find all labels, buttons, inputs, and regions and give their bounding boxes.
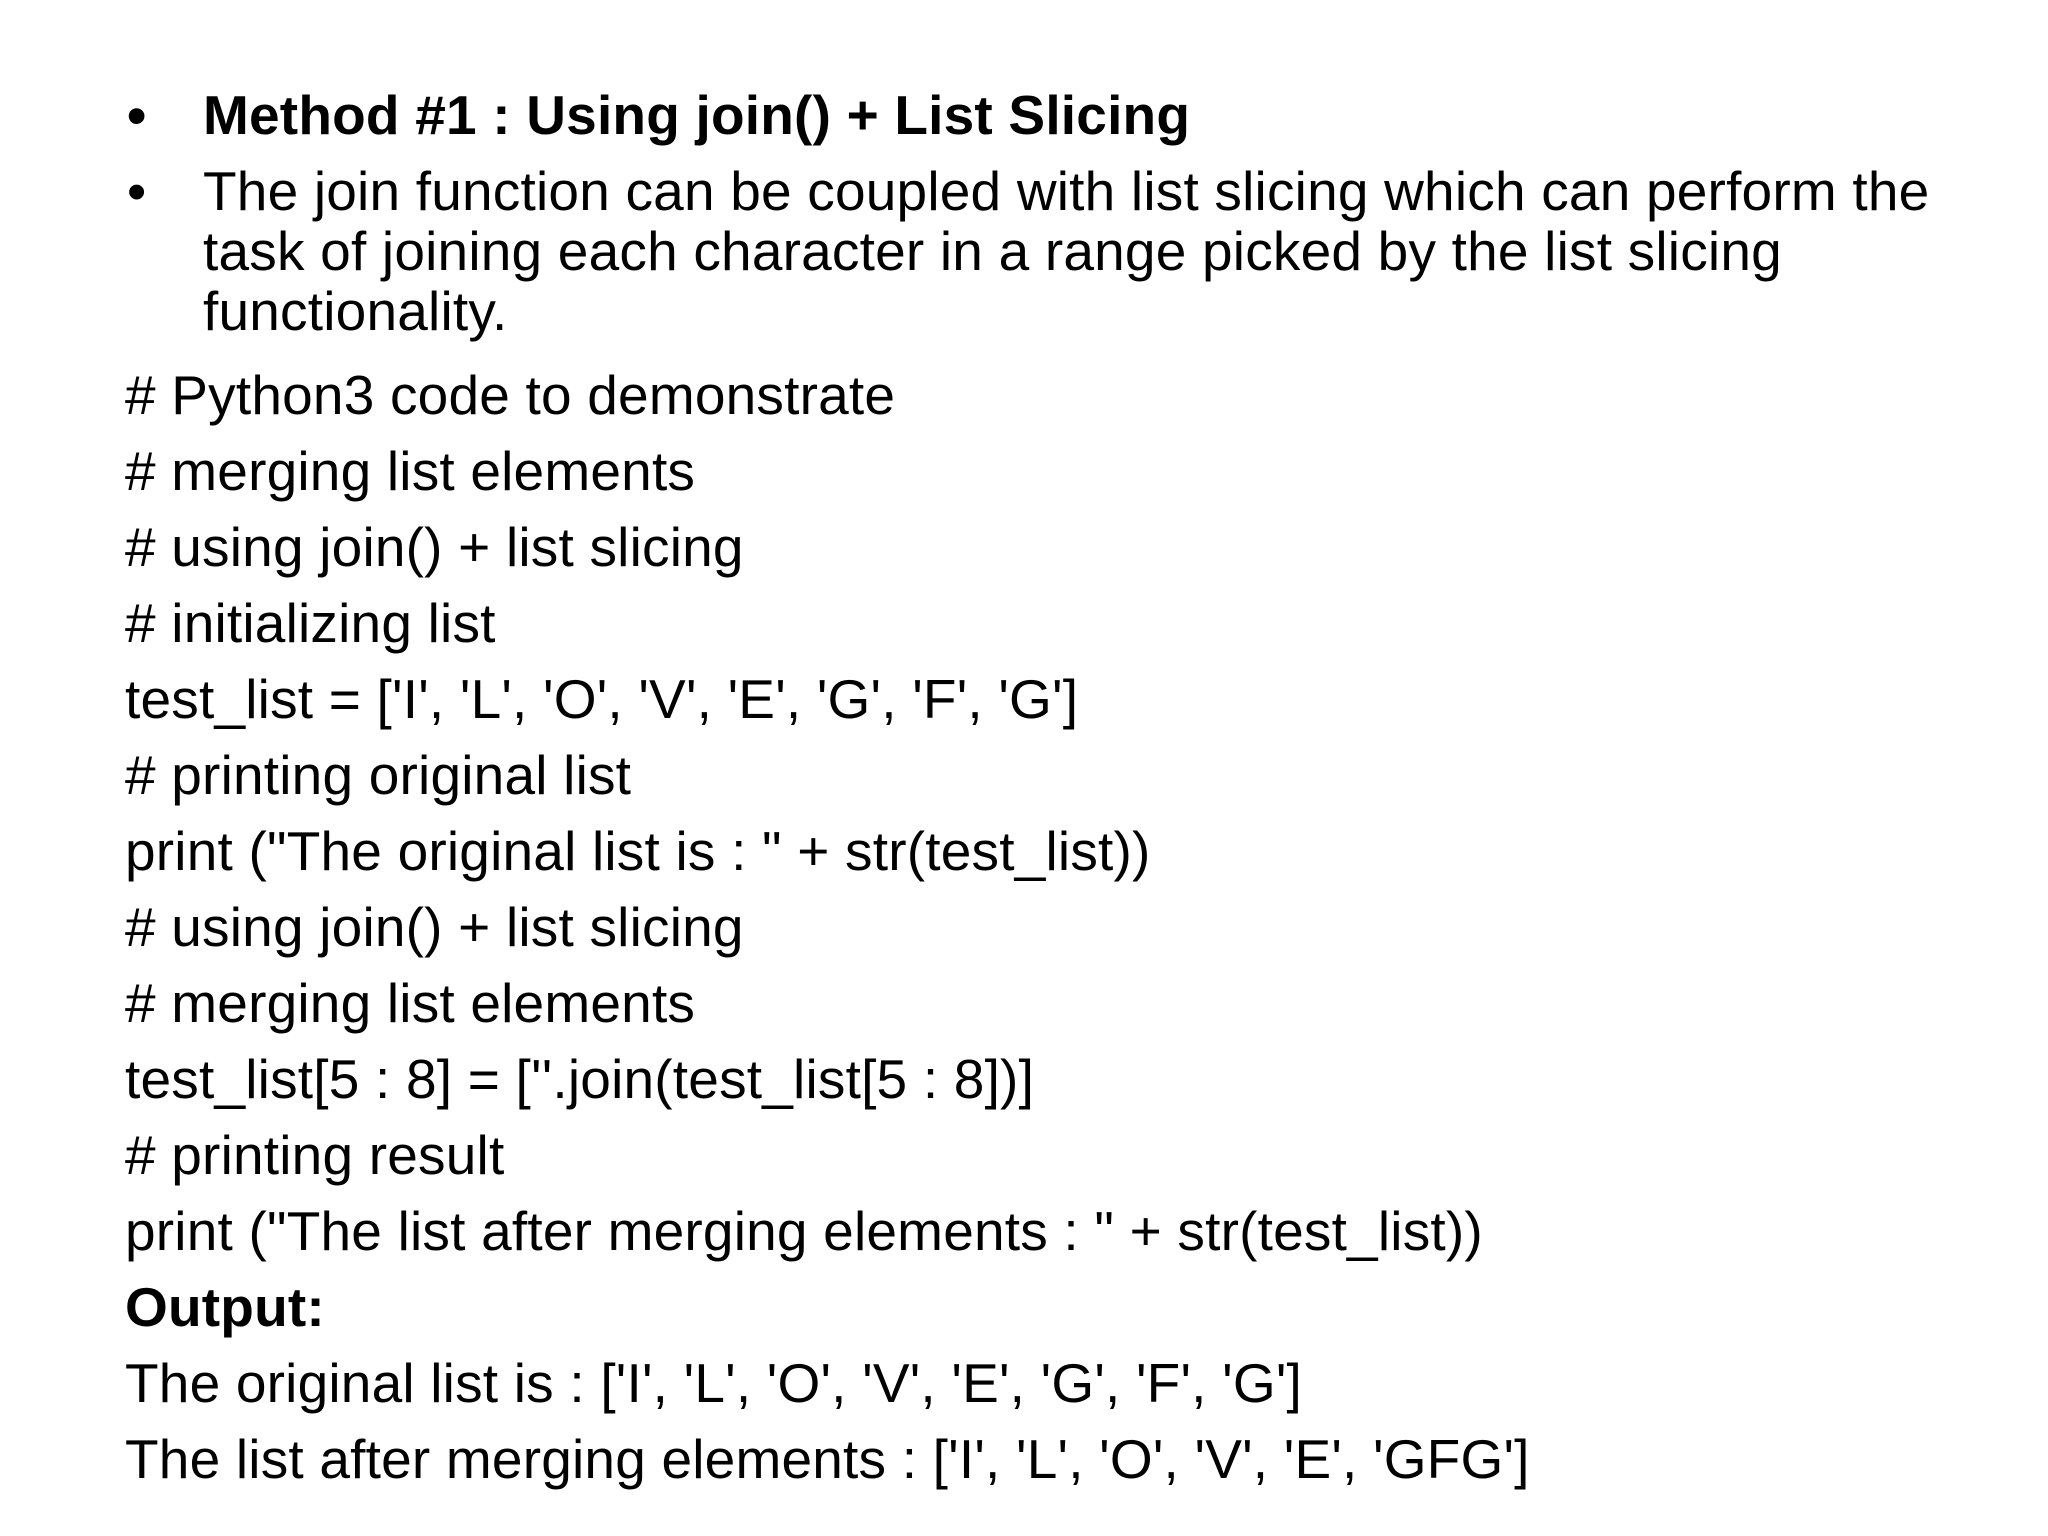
code-line: # merging list elements: [125, 972, 696, 1034]
bullet-description: [125, 161, 1965, 341]
code-line: test_list[5 : 8] = [''.join(test_list[5 : 8])]: [125, 1048, 1035, 1110]
code-line: # initializing list: [125, 592, 496, 654]
bullet-dot-icon: •: [127, 160, 147, 222]
slide-content: [125, 85, 1965, 1497]
bullet-dot-icon: •: [127, 84, 147, 146]
method-description: The join function can be coupled with list slicing which can perform the task of joining each character in a range picked by the list slicing functionality.: [203, 160, 1930, 342]
code-line: print ("The list after merging elements : " + str(test_list)): [125, 1200, 1483, 1262]
output-line: The list after merging elements : ['I', 'L', 'O', 'V', 'E', 'GFG']: [125, 1428, 1530, 1490]
code-line: # printing result: [125, 1124, 505, 1186]
method-title: Method #1 : Using join() + List Slicing: [203, 84, 1191, 146]
output-label: Output:: [125, 1276, 325, 1338]
code-line: # printing original list: [125, 744, 632, 806]
code-line: # Python3 code to demonstrate: [125, 364, 896, 426]
code-line: test_list = ['I', 'L', 'O', 'V', 'E', 'G', 'F', 'G']: [125, 668, 1079, 730]
code-line: # merging list elements: [125, 440, 696, 502]
output-line: The original list is : ['I', 'L', 'O', 'V', 'E', 'G', 'F', 'G']: [125, 1352, 1302, 1414]
code-line: print ("The original list is : " + str(test_list)): [125, 820, 1151, 882]
code-line: # using join() + list slicing: [125, 516, 744, 578]
bullet-method-title: [125, 85, 1965, 145]
code-line: # using join() + list slicing: [125, 896, 744, 958]
